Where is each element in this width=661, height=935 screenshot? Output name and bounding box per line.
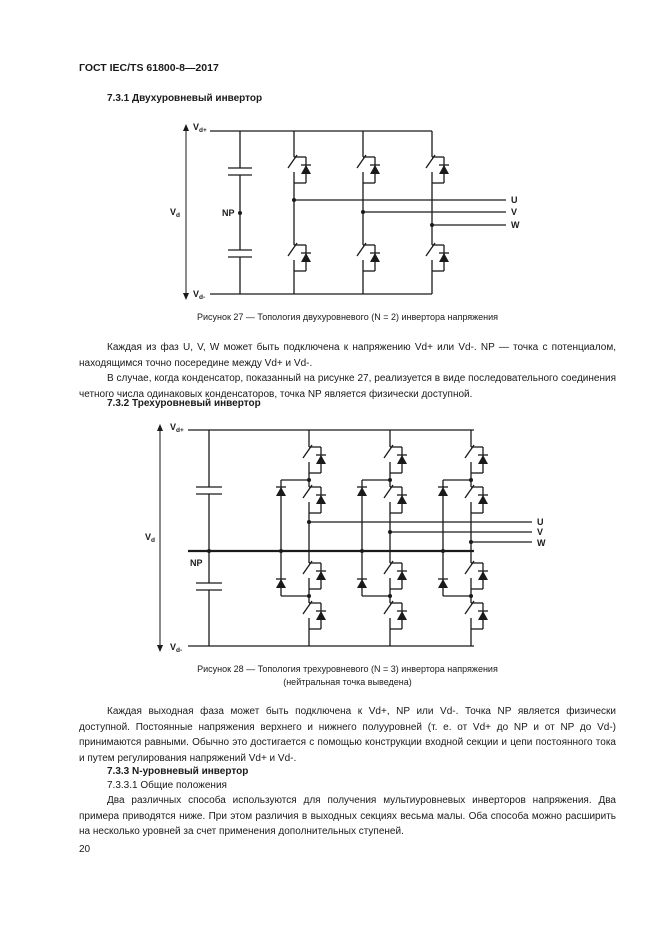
paragraph-2-text: Каждая выходная фаза может быть подключена к Vd+, NP или Vd-. Точка NP является физически доступной. Постоянные напряжения верхнего и нижнего полууровней (т. е. от Vd+ до NP и от NP до Vd-) принимаются равными. Обычно это достигается с помощью конструкции входной секции и цепи постоянного тока и путем регулирования напряжений Vd+ и Vd-. <box>79 706 616 764</box>
figure-27-two-level-inverter <box>170 122 520 301</box>
fig28-vd-label: $V_d$ <box>145 532 155 544</box>
fig28-v-label: V <box>537 527 544 537</box>
section-title-7-3-1: 7.3.1 Двухуровневый инвертор <box>107 93 263 104</box>
figure-28-three-level-inverter <box>145 422 546 654</box>
fig27-vd-label: $V_d$ <box>170 207 180 219</box>
figure-28-caption-line1: Рисунок 28 — Топология трехуровневого (N = 3) инвертора напряжения <box>197 664 498 674</box>
fig28-w-label: W <box>537 538 546 548</box>
section-title-7-3-2: 7.3.2 Трехуровневый инвертор <box>107 398 261 409</box>
figure-27-caption: Рисунок 27 — Топология двухуровневого (N = 2) инвертора напряжения <box>196 312 499 322</box>
fig27-v-label: V <box>511 207 518 217</box>
paragraph-1-b: В случае, когда конденсатор, показанный на рисунке 27, реализуется в виде последовательного соединения четного числа одинаковых конденсаторов, точка NP является физически доступной. <box>79 373 616 400</box>
paragraph-3-text: Два различных способа используются для получения мультиуровневых инверторов напряжения. Два примера приводятся ниже. При этом различия в выходных секциях весьма малы. Оба способа можно расширить на несколько уровней за счет применения дополнительных ступеней. <box>79 795 616 837</box>
paragraph-3 <box>79 793 616 840</box>
fig28-vd-plus-label: $V_{d+}$ <box>170 422 184 434</box>
paragraph-1 <box>79 340 616 402</box>
fig27-w-label: W <box>511 220 520 230</box>
document-header: ГОСТ IEC/TS 61800-8—2017 <box>79 62 219 74</box>
fig27-vd-plus-label: $V_{d+}$ <box>193 122 207 134</box>
fig27-u-label: U <box>511 195 518 205</box>
section-title-7-3-3: 7.3.3 N-уровневый инвертор <box>107 766 249 777</box>
paragraph-1-a: Каждая из фаз U, V, W может быть подключена к напряжению Vd+ или Vd-. NP — точка с потенциалом, находящимся точно посередине между Vd+ и Vd-. <box>79 342 616 369</box>
section-title-7-3-3-1: 7.3.3.1 Общие положения <box>107 780 227 791</box>
fig28-u-label: U <box>537 517 544 527</box>
fig27-np-label: NP <box>222 208 235 218</box>
figure-28-caption-line2: (нейтральная точка выведена) <box>283 677 412 687</box>
paragraph-2 <box>79 704 616 766</box>
fig27-vd-minus-label: $V_{d-}$ <box>193 289 206 301</box>
page-number: 20 <box>79 844 91 855</box>
fig28-vd-minus-label: $V_{d-}$ <box>170 642 183 654</box>
fig28-np-label: NP <box>190 558 203 568</box>
